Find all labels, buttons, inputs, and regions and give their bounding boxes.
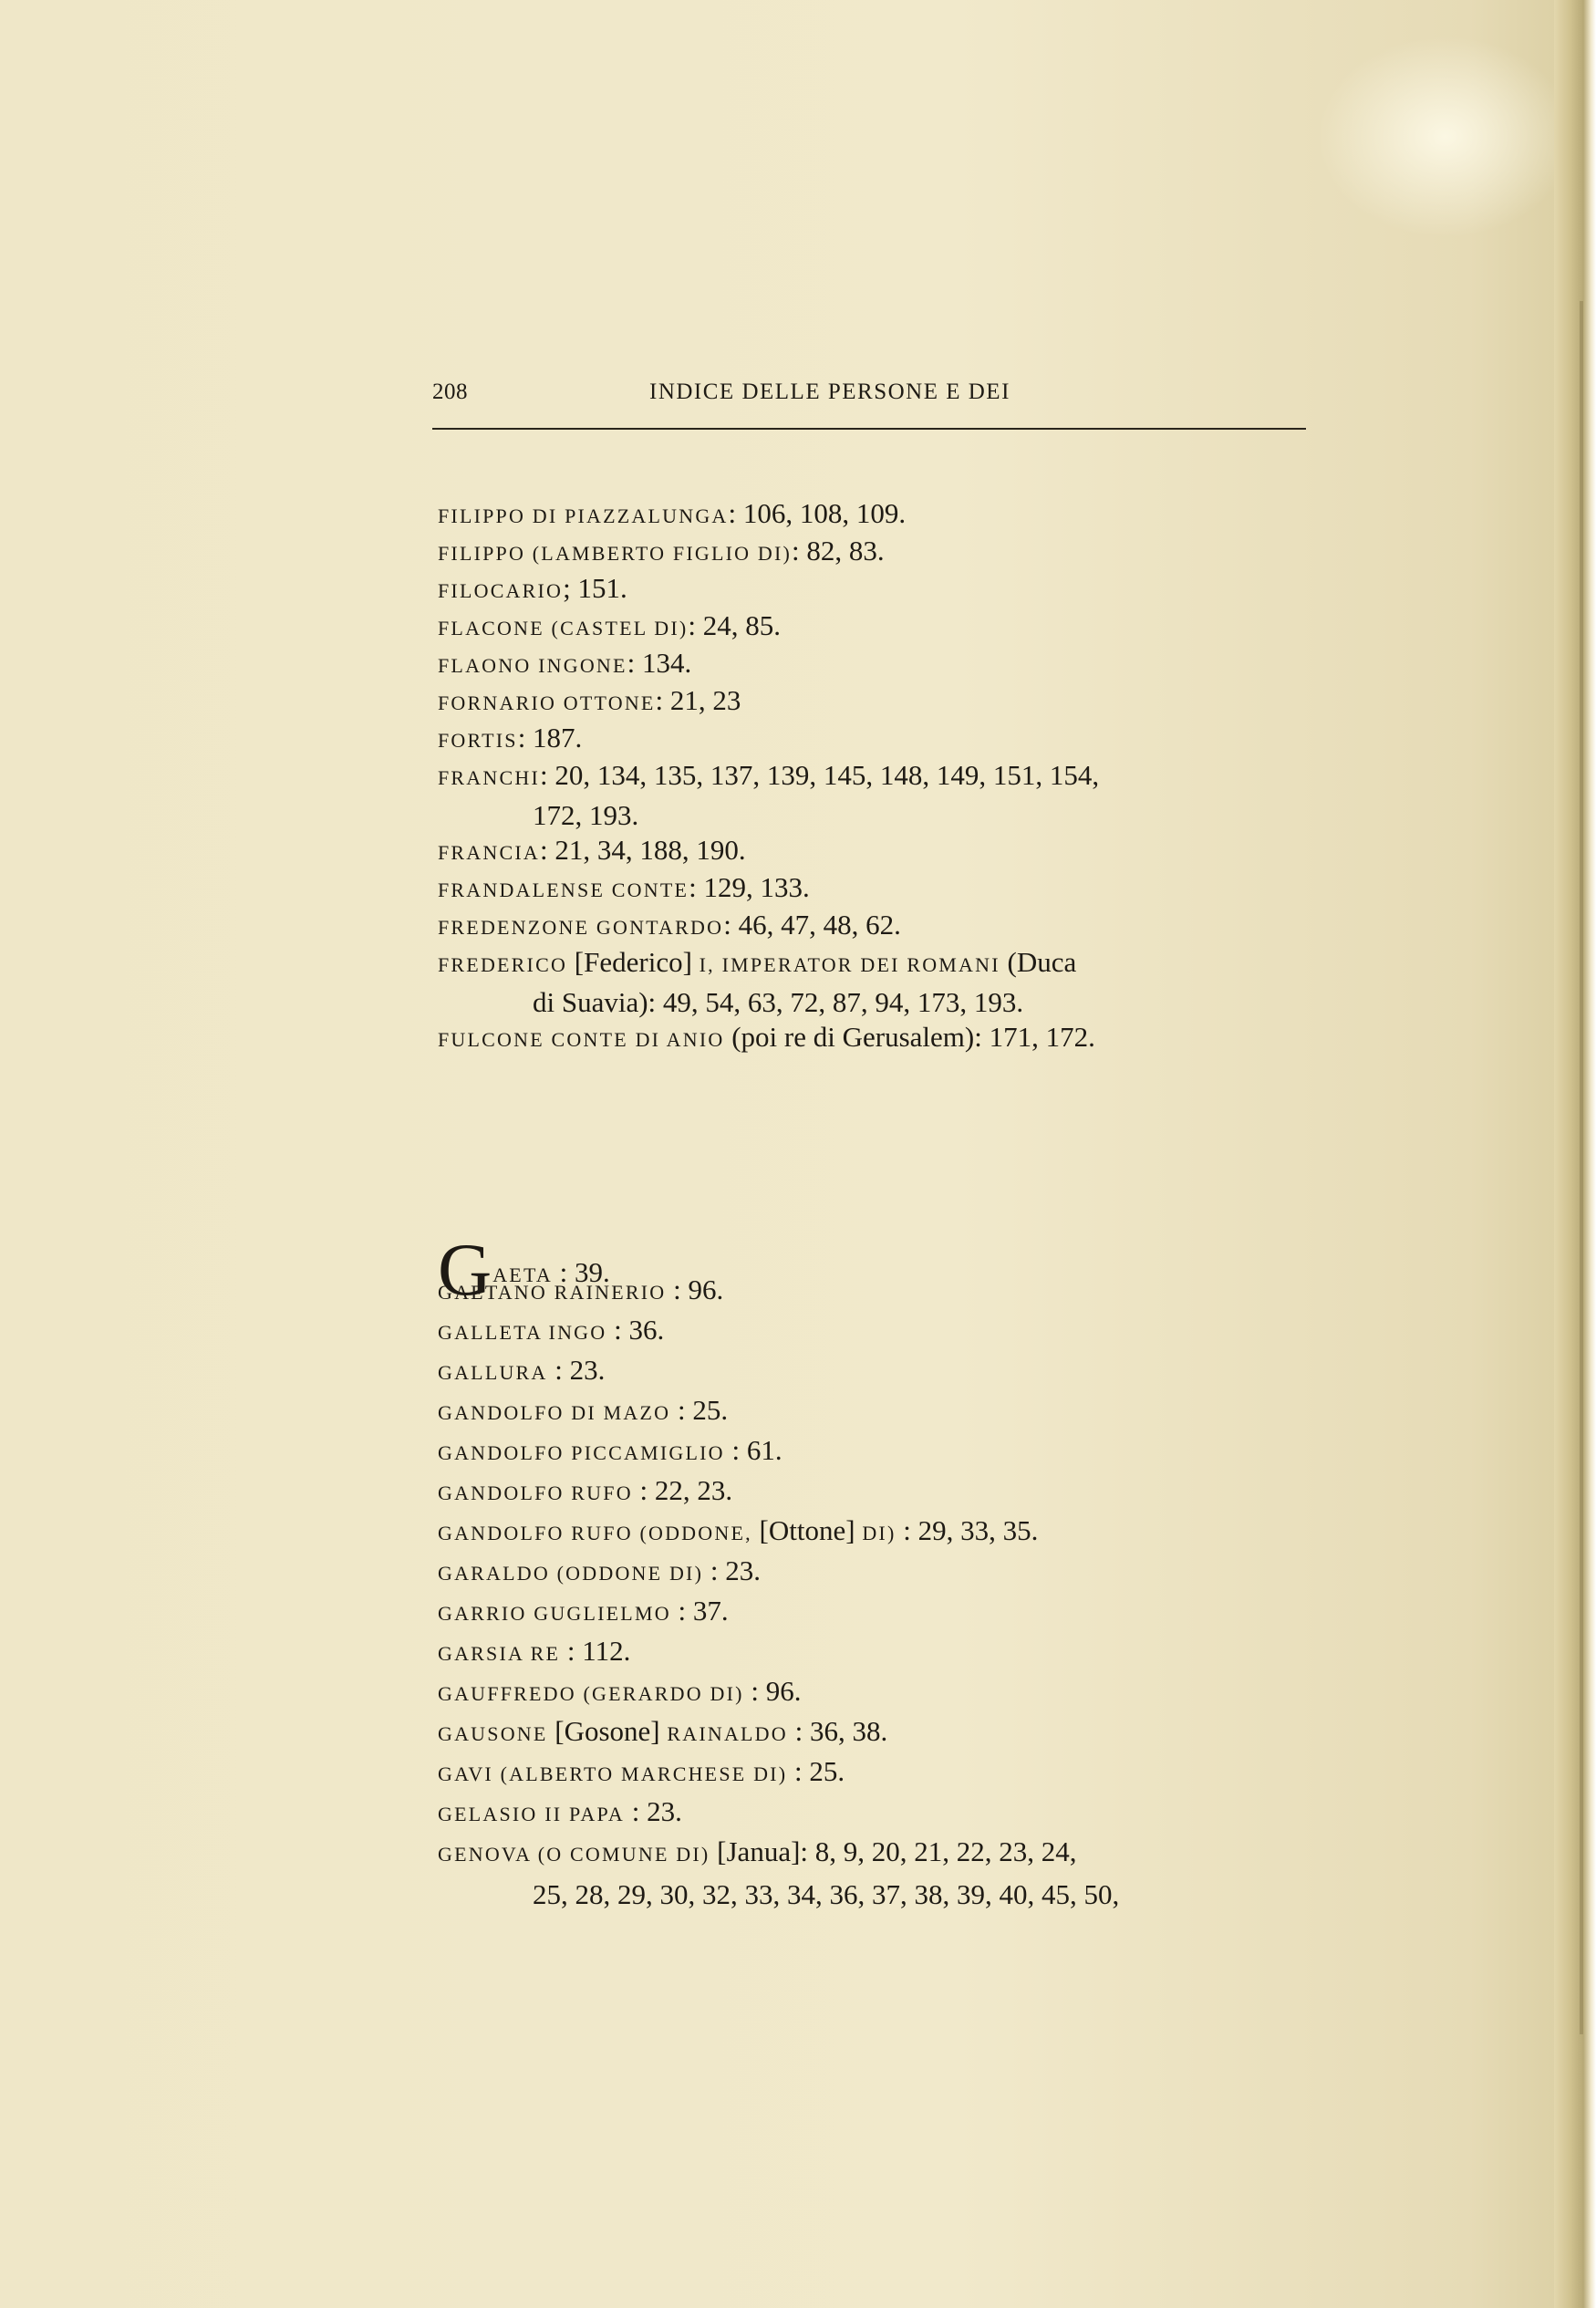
index-entry: GENOVA (O COMUNE DI) [Janua]: 8, 9, 20, 21, 22, 23, 24, 25, 28, 29, 30, 32, 33, 34, 36, 37, 38, 39, 40, 45, 50,	[438, 1835, 1120, 1910]
running-header	[432, 379, 1308, 416]
running-title: INDICE DELLE PERSONE E DEI	[649, 379, 1010, 404]
index-entry: GAUFFREDO (GERARDO DI) : 96.	[438, 1675, 802, 1707]
index-entry: GANDOLFO DI MAZO : 25.	[438, 1394, 729, 1426]
index-entry: FLACONE (CASTEL DI): 24, 85.	[438, 609, 782, 641]
index-entry: FILIPPO DI PIAZZALUNGA: 106, 108, 109.	[438, 497, 907, 529]
index-entry: GANDOLFO RUFO : 22, 23.	[438, 1474, 733, 1506]
index-entry: GAVI (ALBERTO MARCHESE DI) : 25.	[438, 1755, 845, 1787]
index-entry: GAETA : 39.	[438, 1228, 610, 1311]
index-entry: FILOCARIO; 151.	[438, 572, 627, 604]
index-entry: GARALDO (ODDONE DI) : 23.	[438, 1554, 761, 1586]
index-section-g	[438, 1230, 1313, 1912]
index-entry: FREDERICO [Federico] I, IMPERATOR DEI ROMANI (Duca di Suavia): 49, 54, 63, 72, 87, 94, 173, 193.	[438, 946, 1077, 1018]
index-entry: GALLETA INGO : 36.	[438, 1314, 665, 1346]
index-entry: FLAONO INGONE: 134.	[438, 647, 692, 679]
index-entry: GALLURA : 23.	[438, 1354, 606, 1386]
page-edge	[1580, 301, 1583, 2034]
index-entry: GELASIO II PAPA : 23.	[438, 1795, 682, 1827]
index-entry: FRANCIA: 21, 34, 188, 190.	[438, 834, 746, 866]
index-entry: FORTIS: 187.	[438, 722, 583, 754]
index-entry: FREDENZONE GONTARDO: 46, 47, 48, 62.	[438, 909, 901, 941]
index-entry: GANDOLFO PICCAMIGLIO : 61.	[438, 1434, 782, 1466]
index-entry: FORNARIO OTTONE: 21, 23	[438, 684, 741, 716]
index-entry: GANDOLFO RUFO (ODDONE, [Ottone] DI) : 29, 33, 35.	[438, 1514, 1039, 1546]
index-entry: GAETANO RAINERIO : 96.	[438, 1274, 724, 1305]
index-entry: FULCONE CONTE DI ANIO (poi re di Gerusalem): 171, 172.	[438, 1021, 1095, 1053]
index-section-f	[438, 494, 1313, 1055]
drop-cap: G	[438, 1228, 492, 1311]
index-entry: FRANCHI: 20, 134, 135, 137, 139, 145, 148, 149, 151, 154, 172, 193.	[438, 759, 1100, 831]
index-entry: FRANDALENSE CONTE: 129, 133.	[438, 871, 810, 903]
header-rule	[432, 428, 1306, 430]
index-entry: FILIPPO (LAMBERTO FIGLIO DI): 82, 83.	[438, 535, 885, 567]
index-entry: GARRIO GUGLIELMO : 37.	[438, 1595, 729, 1627]
index-entry: GAUSONE [Gosone] RAINALDO : 36, 38.	[438, 1715, 888, 1747]
page-number: 208	[432, 379, 468, 404]
index-entry: GARSIA RE : 112.	[438, 1635, 631, 1667]
book-spine-shadow	[1554, 0, 1596, 2308]
